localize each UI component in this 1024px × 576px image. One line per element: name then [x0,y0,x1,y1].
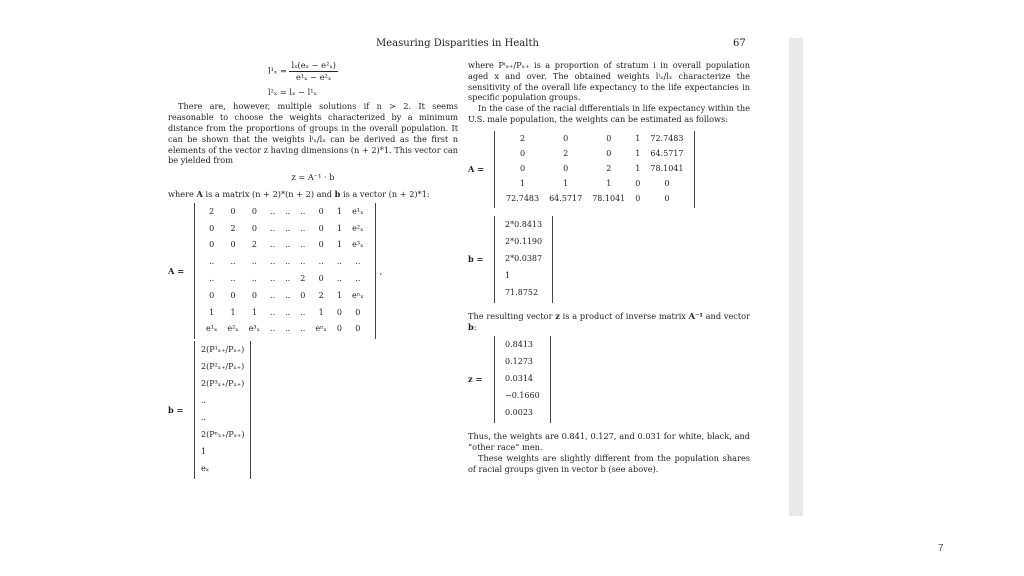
matrix-row [197,359,248,376]
matrix-row [197,461,248,478]
matrix-cell: .. [336,273,342,283]
matrix-cell: 0 [230,290,236,300]
matrix-cell: 2 [563,148,569,158]
scrollbar[interactable] [789,38,803,516]
matrix-cell: 0 [209,290,215,300]
book-page-number: 67 [733,38,746,49]
matrix-row [501,371,544,388]
matrix-cell: .. [318,257,324,267]
matrix-cell: 2(P³ₓ₊/Pₓ₊) [201,379,245,389]
matrix-cell: .. [270,206,276,216]
right-paragraph-1: where Pⁱₓ₊/Pₓ₊ is a proportion of stratum i in overall population aged x and over. The obtained weights lⁱₓ/lₓ characterize the sensitivity of the overall life expectancy to the life expectancies in specific population groups. [468,60,750,103]
matrix-cell: 2 [606,163,612,173]
vector-b-num-table [501,217,546,302]
matrix-cell: 0 [318,206,324,216]
matrix-cell: .. [285,273,291,283]
matrix-cell: eⁿₓ [352,290,364,300]
vector-b-general [168,341,458,479]
matrix-cell: .. [300,206,306,216]
matrix-cell: e²ₓ [352,223,364,233]
matrix-A-comma: , [379,265,383,276]
vector-z-table [501,337,544,422]
para2-b: b [334,188,341,199]
matrix-cell: .. [230,257,236,267]
vector-b-num-label: b = [468,253,484,264]
matrix-cell: 0 [318,240,324,250]
matrix-cell: .. [285,257,291,267]
vector-z [468,336,750,423]
para3-z: z [555,310,560,321]
matrix-cell: 64.5717 [549,193,583,203]
matrix-cell: 0 [520,163,526,173]
slide-number: 7 [938,543,944,554]
equation-l1 [268,60,458,83]
matrix-A-num-table [501,132,688,207]
matrix-cell: 2*0.0387 [505,253,543,263]
left-paragraph-2 [168,189,458,200]
matrix-cell: 1 [201,447,207,457]
matrix-row [501,177,688,192]
matrix-cell: 0 [606,148,612,158]
matrix-cell: 71.8752 [505,287,539,297]
matrix-cell: 1 [606,178,612,188]
matrix-row [201,204,369,221]
para2-mid: is a matrix (n + 2)*(n + 2) and [202,188,335,199]
matrix-cell: .. [355,257,361,267]
para2-post: is a vector (n + 2)*1: [340,188,430,199]
matrix-cell: 1 [336,290,342,300]
matrix-cell: .. [285,290,291,300]
matrix-A-table [201,204,369,338]
right-paragraph-3 [468,311,750,333]
matrix-A-general [168,203,458,339]
matrix-row [501,388,544,405]
matrix-cell: e¹ₓ [206,324,218,334]
matrix-cell: 0 [355,324,361,334]
matrix-row [501,405,544,422]
right-paragraph-4: Thus, the weights are 0.841, 0.127, and 0.031 for white, black, and “other race” men. [468,431,750,453]
matrix-cell: 0 [318,273,324,283]
para3-mid: is a product of inverse matrix [559,310,689,321]
matrix-cell: 0 [230,206,236,216]
matrix-cell: 0 [251,206,257,216]
matrix-cell: .. [209,257,215,267]
matrix-cell: 2 [318,290,324,300]
matrix-cell: .. [285,324,291,334]
para2-pre: where [168,188,197,199]
matrix-cell: 2(P¹ₓ₊/Pₓ₊) [201,345,245,355]
matrix-cell: e³ₓ [352,240,364,250]
matrix-cell: .. [355,273,361,283]
matrix-row [501,192,688,207]
matrix-cell: 0 [336,307,342,317]
vector-z-bracket [494,336,551,423]
matrix-cell: −0.1660 [505,391,540,401]
matrix-cell: 0 [563,133,569,143]
matrix-cell: e³ₓ [248,324,261,334]
matrix-A-num-label: A = [468,163,485,174]
matrix-cell: 0 [664,193,670,203]
matrix-cell: 1 [505,270,511,280]
matrix-cell: .. [300,307,306,317]
matrix-cell: 72.7483 [650,133,684,143]
matrix-cell: .. [300,240,306,250]
right-column [468,60,750,475]
matrix-cell: 2 [520,133,526,143]
matrix-cell: 0 [300,290,306,300]
matrix-A-numeric [468,131,750,208]
matrix-row [201,254,369,271]
matrix-cell: .. [336,257,342,267]
matrix-row [501,162,688,177]
matrix-cell: 1 [336,223,342,233]
matrix-cell: 0 [355,307,361,317]
matrix-cell: .. [270,240,276,250]
matrix-cell: 1 [635,163,641,173]
matrix-row [197,342,248,359]
matrix-cell: .. [270,307,276,317]
matrix-row [201,221,369,238]
matrix-cell: 1 [635,148,641,158]
vector-b-num-bracket [494,216,553,303]
matrix-row [501,285,546,302]
matrix-A-num-bracket [494,131,695,208]
equation-l2: l²ₓ = lₓ − l¹ₓ [268,86,317,97]
eq1-numerator: lₓ(eₓ − e²ₓ) [291,60,336,70]
matrix-row [197,376,248,393]
matrix-cell: 0.1273 [505,357,533,367]
matrix-cell: 1 [635,133,641,143]
vector-b-label: b = [168,404,184,415]
matrix-cell: 0.0023 [505,408,533,418]
matrix-cell: .. [285,240,291,250]
matrix-cell: 2 [230,223,236,233]
matrix-cell: 1 [318,307,324,317]
matrix-cell: 1 [230,307,236,317]
para3-post: : [473,321,477,332]
para2-A: A [196,188,203,199]
matrix-cell: .. [270,324,276,334]
left-paragraph-1: There are, however, multiple solutions if n > 2. It seems reasonable to choose the weights characterized by a minimum distance from the proportions of groups in the overall population. It can be shown that the weights lⁱₓ/lₓ can be derived as the first n elements of the vector z having dimensions (n + 2)*1. This vector can be yielded from [168,101,458,166]
matrix-cell: 0 [230,240,236,250]
matrix-cell: 0 [606,133,612,143]
matrix-A-label: A = [168,265,185,276]
matrix-row [201,305,369,322]
matrix-cell: 0 [664,178,670,188]
matrix-cell: 0 [563,163,569,173]
matrix-row [501,251,546,268]
matrix-row [197,410,248,427]
matrix-row [201,321,369,338]
matrix-cell: .. [201,413,207,423]
matrix-cell: 0 [635,193,641,203]
vector-b-numeric [468,216,750,303]
matrix-row [501,234,546,251]
matrix-row [501,132,688,147]
running-header: Measuring Disparities in Health [376,38,539,49]
vector-z-label: z = [468,374,483,385]
matrix-row [501,268,546,285]
matrix-cell: eₓ [201,464,210,474]
matrix-cell: 0 [209,240,215,250]
matrix-cell: 2(P²ₓ₊/Pₓ₊) [201,362,245,372]
matrix-cell: .. [209,273,215,283]
right-paragraph-5: These weights are slightly different from the population shares of racial groups given in vector b (see above). [468,452,750,474]
matrix-row [197,393,248,410]
matrix-cell: 78.1041 [592,193,626,203]
matrix-cell: 2 [209,206,215,216]
matrix-cell: .. [270,223,276,233]
matrix-cell: 1 [563,178,569,188]
matrix-cell: 78.1041 [650,163,684,173]
matrix-cell: 0.8413 [505,340,533,350]
matrix-cell: 0 [251,223,257,233]
matrix-cell: .. [270,257,276,267]
matrix-row [501,354,544,371]
matrix-cell: eⁿₓ [315,324,327,334]
matrix-cell: 0.0314 [505,374,533,384]
matrix-cell: .. [285,223,291,233]
matrix-row [201,271,369,288]
matrix-row [197,444,248,461]
matrix-cell: 0 [520,148,526,158]
matrix-cell: .. [251,257,257,267]
matrix-cell: 2(Pⁿₓ₊/Pₓ₊) [201,430,245,440]
matrix-cell: 2*0.1190 [505,236,543,246]
matrix-cell: 2 [300,273,306,283]
matrix-cell: 64.5717 [650,148,684,158]
matrix-cell: .. [270,273,276,283]
matrix-cell: 1 [520,178,526,188]
eq1-lhs: l¹ₓ = [268,65,287,76]
matrix-cell: e¹ₓ [352,206,364,216]
matrix-cell: 0 [251,290,257,300]
eq1-denominator: e¹ₓ − e²ₓ [296,71,332,82]
matrix-cell: 1 [209,307,215,317]
matrix-cell: 0 [635,178,641,188]
matrix-cell: 0 [318,223,324,233]
matrix-cell: 2 [251,240,257,250]
matrix-row [501,217,546,234]
matrix-cell: 1 [251,307,257,317]
matrix-row [201,288,369,305]
matrix-row [501,147,688,162]
matrix-cell: .. [285,307,291,317]
matrix-cell: 2*0.8413 [505,219,543,229]
matrix-row [201,237,369,254]
right-paragraph-2: In the case of the racial differentials in life expectancy within the U.S. male population, the weights can be estimated as follows: [468,103,750,124]
matrix-cell: e²ₓ [227,324,239,334]
matrix-cell: 0 [209,223,215,233]
matrix-cell: .. [230,273,236,283]
matrix-row [501,337,544,354]
matrix-A-bracket [194,203,376,339]
matrix-cell: 0 [336,324,342,334]
vector-b-bracket [194,341,251,479]
para3-b: b [468,321,474,332]
para3-pre: The resulting vector [468,310,556,321]
equation-z: z = A⁻¹ · b [291,172,335,183]
matrix-cell: .. [251,273,257,283]
matrix-cell: .. [300,324,306,334]
matrix-row [197,427,248,444]
para3-and: and vector [702,310,751,321]
matrix-cell: 72.7483 [506,193,540,203]
eq1-fraction [289,60,337,83]
matrix-cell: .. [270,290,276,300]
vector-b-table [197,342,248,478]
para3-A: A⁻¹ [688,310,703,321]
matrix-cell: 1 [336,206,342,216]
matrix-cell: .. [201,396,207,406]
matrix-cell: .. [285,206,291,216]
matrix-cell: 1 [336,240,342,250]
matrix-cell: .. [300,223,306,233]
left-column [168,60,458,479]
matrix-cell: .. [300,257,306,267]
